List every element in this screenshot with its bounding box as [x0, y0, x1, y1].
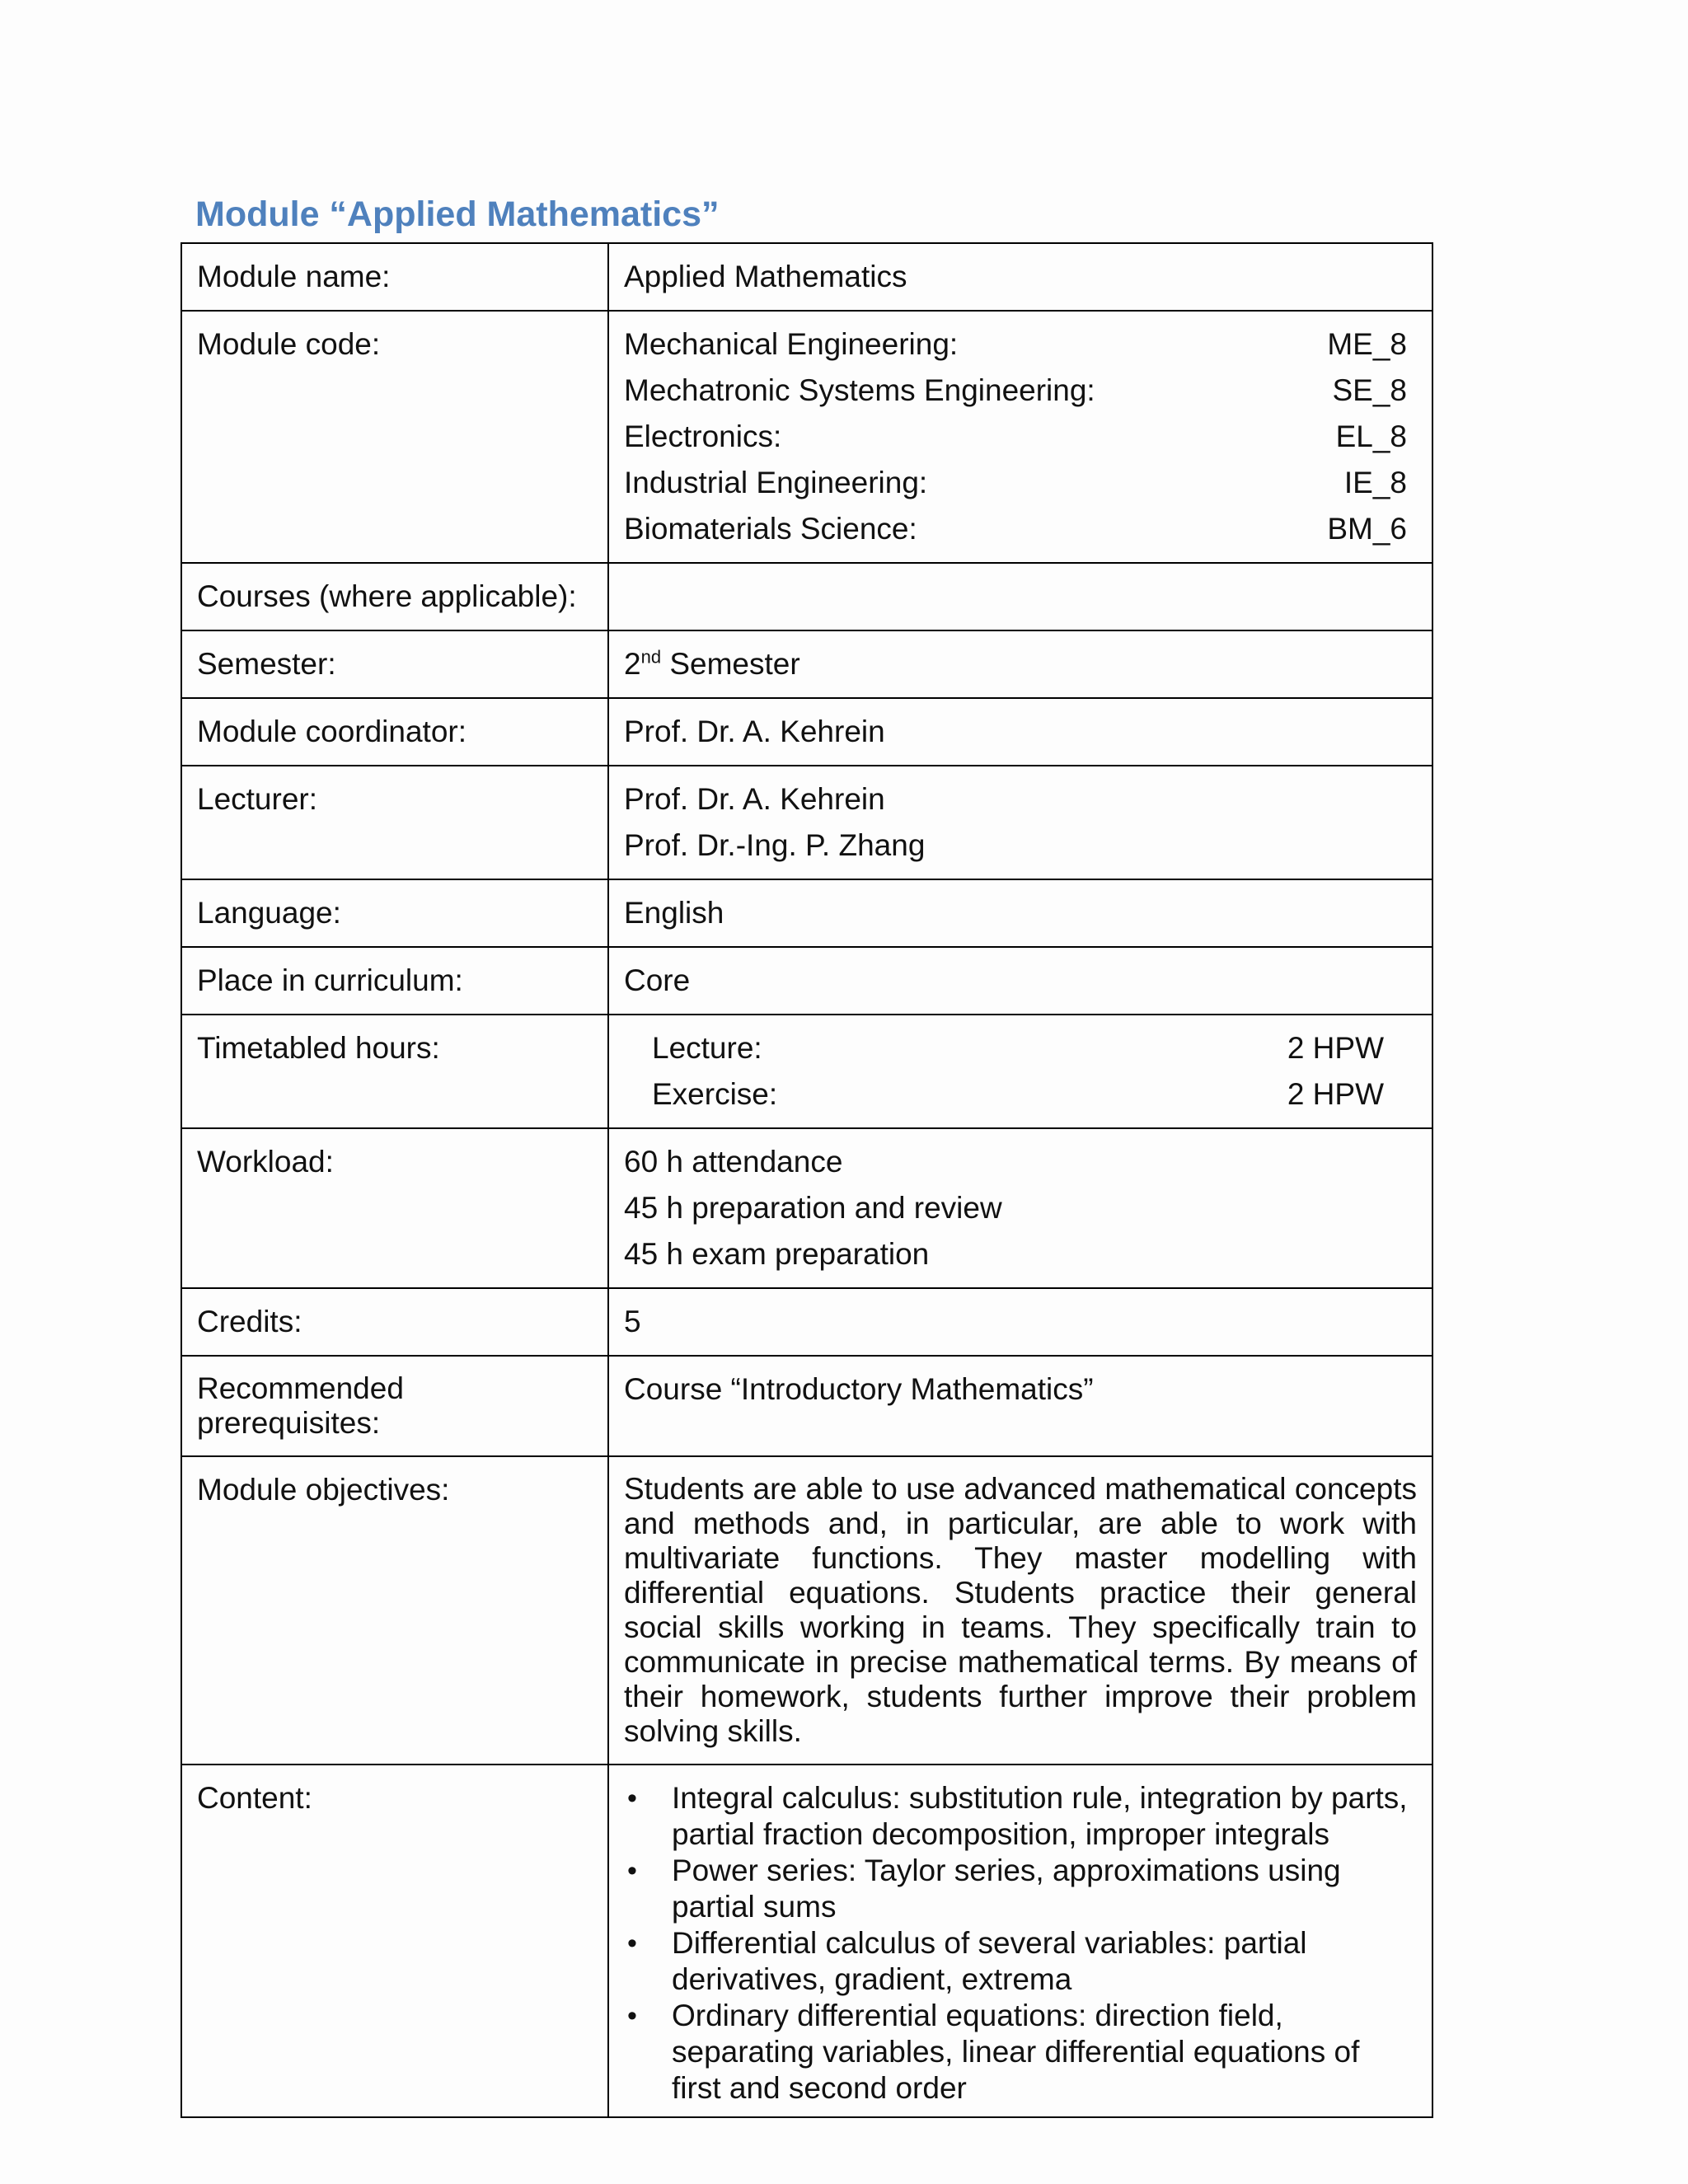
- credits-value: 5: [608, 1288, 1432, 1356]
- lecturer-label: Lecturer:: [181, 766, 608, 879]
- courses-value: [608, 563, 1432, 630]
- coordinator-value: Prof. Dr. A. Kehrein: [608, 698, 1432, 766]
- prerequisites-label-text: Recommended prerequisites:: [197, 1371, 404, 1440]
- list-item: [624, 1853, 1417, 1925]
- module-code-entry: [624, 321, 1417, 368]
- table-row: [181, 563, 1432, 630]
- lecturer-name: Prof. Dr. A. Kehrein: [624, 782, 885, 816]
- table-row: [181, 243, 1432, 311]
- place-label: Place in curriculum:: [181, 947, 608, 1015]
- content-label: Content:: [181, 1765, 608, 2117]
- table-row: [181, 1015, 1432, 1128]
- semester-word: Semester: [661, 647, 800, 681]
- lecturer-name: Prof. Dr.-Ing. P. Zhang: [624, 828, 926, 862]
- bullet-icon: •: [627, 2000, 637, 2032]
- program-code: SE_8: [1332, 373, 1407, 407]
- courses-label: Courses (where applicable):: [181, 563, 608, 630]
- objectives-text: Students are able to use advanced mathematical concepts and methods and, in particular, are able to work with multivariate functions. They master modelling with differential equations. Students practice their general social skills working in teams. They specifically train to communicate in precise mathematical terms. By means of their homework, students further improve their problem solving skills.: [624, 1472, 1417, 1748]
- list-item: [624, 1925, 1417, 1998]
- list-item-text: Ordinary differential equations: direction field, separating variables, linear differential equations of first and second order: [672, 1999, 1360, 2105]
- table-row: [181, 1765, 1432, 2117]
- prerequisites-label: [181, 1356, 608, 1456]
- timetabled-entry: [624, 1025, 1417, 1071]
- language-value: English: [608, 879, 1432, 947]
- program-code: EL_8: [1335, 419, 1407, 453]
- bullet-icon: •: [627, 1928, 637, 1959]
- program-code: ME_8: [1327, 327, 1407, 361]
- list-item-text: Differential calculus of several variables: partial derivatives, gradient, extrema: [672, 1926, 1307, 1996]
- program-name: Industrial Engineering:: [624, 466, 928, 499]
- prerequisites-value: Course “Introductory Mathematics”: [608, 1356, 1432, 1456]
- workload-label: Workload:: [181, 1128, 608, 1288]
- content-value: [608, 1765, 1432, 2117]
- bullet-icon: •: [627, 1855, 637, 1886]
- program-name: Biomaterials Science:: [624, 512, 917, 546]
- lecturer-value: [608, 766, 1432, 879]
- module-code-entry: [624, 414, 1417, 460]
- workload-value: [608, 1128, 1432, 1288]
- table-row: [181, 947, 1432, 1015]
- workload-item: 60 h attendance: [624, 1145, 843, 1179]
- place-value: Core: [608, 947, 1432, 1015]
- table-row: [181, 630, 1432, 698]
- credits-label: Credits:: [181, 1288, 608, 1356]
- program-name: Mechatronic Systems Engineering:: [624, 373, 1095, 407]
- table-row: [181, 766, 1432, 879]
- program-name: Mechanical Engineering:: [624, 327, 959, 361]
- semester-ordinal-suffix: nd: [640, 646, 662, 668]
- table-row: [181, 879, 1432, 947]
- workload-item: 45 h exam preparation: [624, 1237, 930, 1271]
- module-name-value: Applied Mathematics: [608, 243, 1432, 311]
- coordinator-label: Module coordinator:: [181, 698, 608, 766]
- module-code-entry: [624, 460, 1417, 506]
- table-row: [181, 1456, 1432, 1765]
- semester-value: [608, 630, 1432, 698]
- module-table: [181, 242, 1433, 2118]
- module-name-label: Module name:: [181, 243, 608, 311]
- workload-item: 45 h preparation and review: [624, 1191, 1002, 1225]
- semester-label: Semester:: [181, 630, 608, 698]
- objectives-value: [608, 1456, 1432, 1765]
- table-row: [181, 1356, 1432, 1456]
- module-code-value: [608, 311, 1432, 563]
- language-label: Language:: [181, 879, 608, 947]
- table-row: [181, 1128, 1432, 1288]
- semester-number: 2: [624, 647, 641, 681]
- objectives-label: Module objectives:: [181, 1456, 608, 1765]
- session-hours: 2 HPW: [1287, 1077, 1384, 1111]
- timetabled-label: Timetabled hours:: [181, 1015, 608, 1128]
- bullet-icon: •: [627, 1783, 637, 1814]
- program-code: BM_6: [1327, 512, 1407, 546]
- program-code: IE_8: [1343, 466, 1407, 499]
- list-item: [624, 1998, 1417, 2107]
- session-type: Lecture:: [652, 1031, 762, 1065]
- timetabled-entry: [624, 1071, 1417, 1118]
- list-item-text: Power series: Taylor series, approximations using partial sums: [672, 1854, 1341, 1924]
- module-code-entry: [624, 506, 1417, 552]
- timetabled-value: [608, 1015, 1432, 1128]
- page-title: Module “Applied Mathematics”: [195, 194, 720, 234]
- list-item: [624, 1780, 1417, 1853]
- module-code-entry: [624, 368, 1417, 414]
- list-item-text: Integral calculus: substitution rule, integration by parts, partial fraction decomposition, improper integrals: [672, 1781, 1408, 1851]
- session-type: Exercise:: [652, 1077, 778, 1111]
- table-row: [181, 698, 1432, 766]
- content-list: [624, 1775, 1417, 2107]
- session-hours: 2 HPW: [1287, 1031, 1384, 1065]
- module-code-label: Module code:: [181, 311, 608, 563]
- table-row: [181, 1288, 1432, 1356]
- program-name: Electronics:: [624, 419, 782, 453]
- table-row: [181, 311, 1432, 563]
